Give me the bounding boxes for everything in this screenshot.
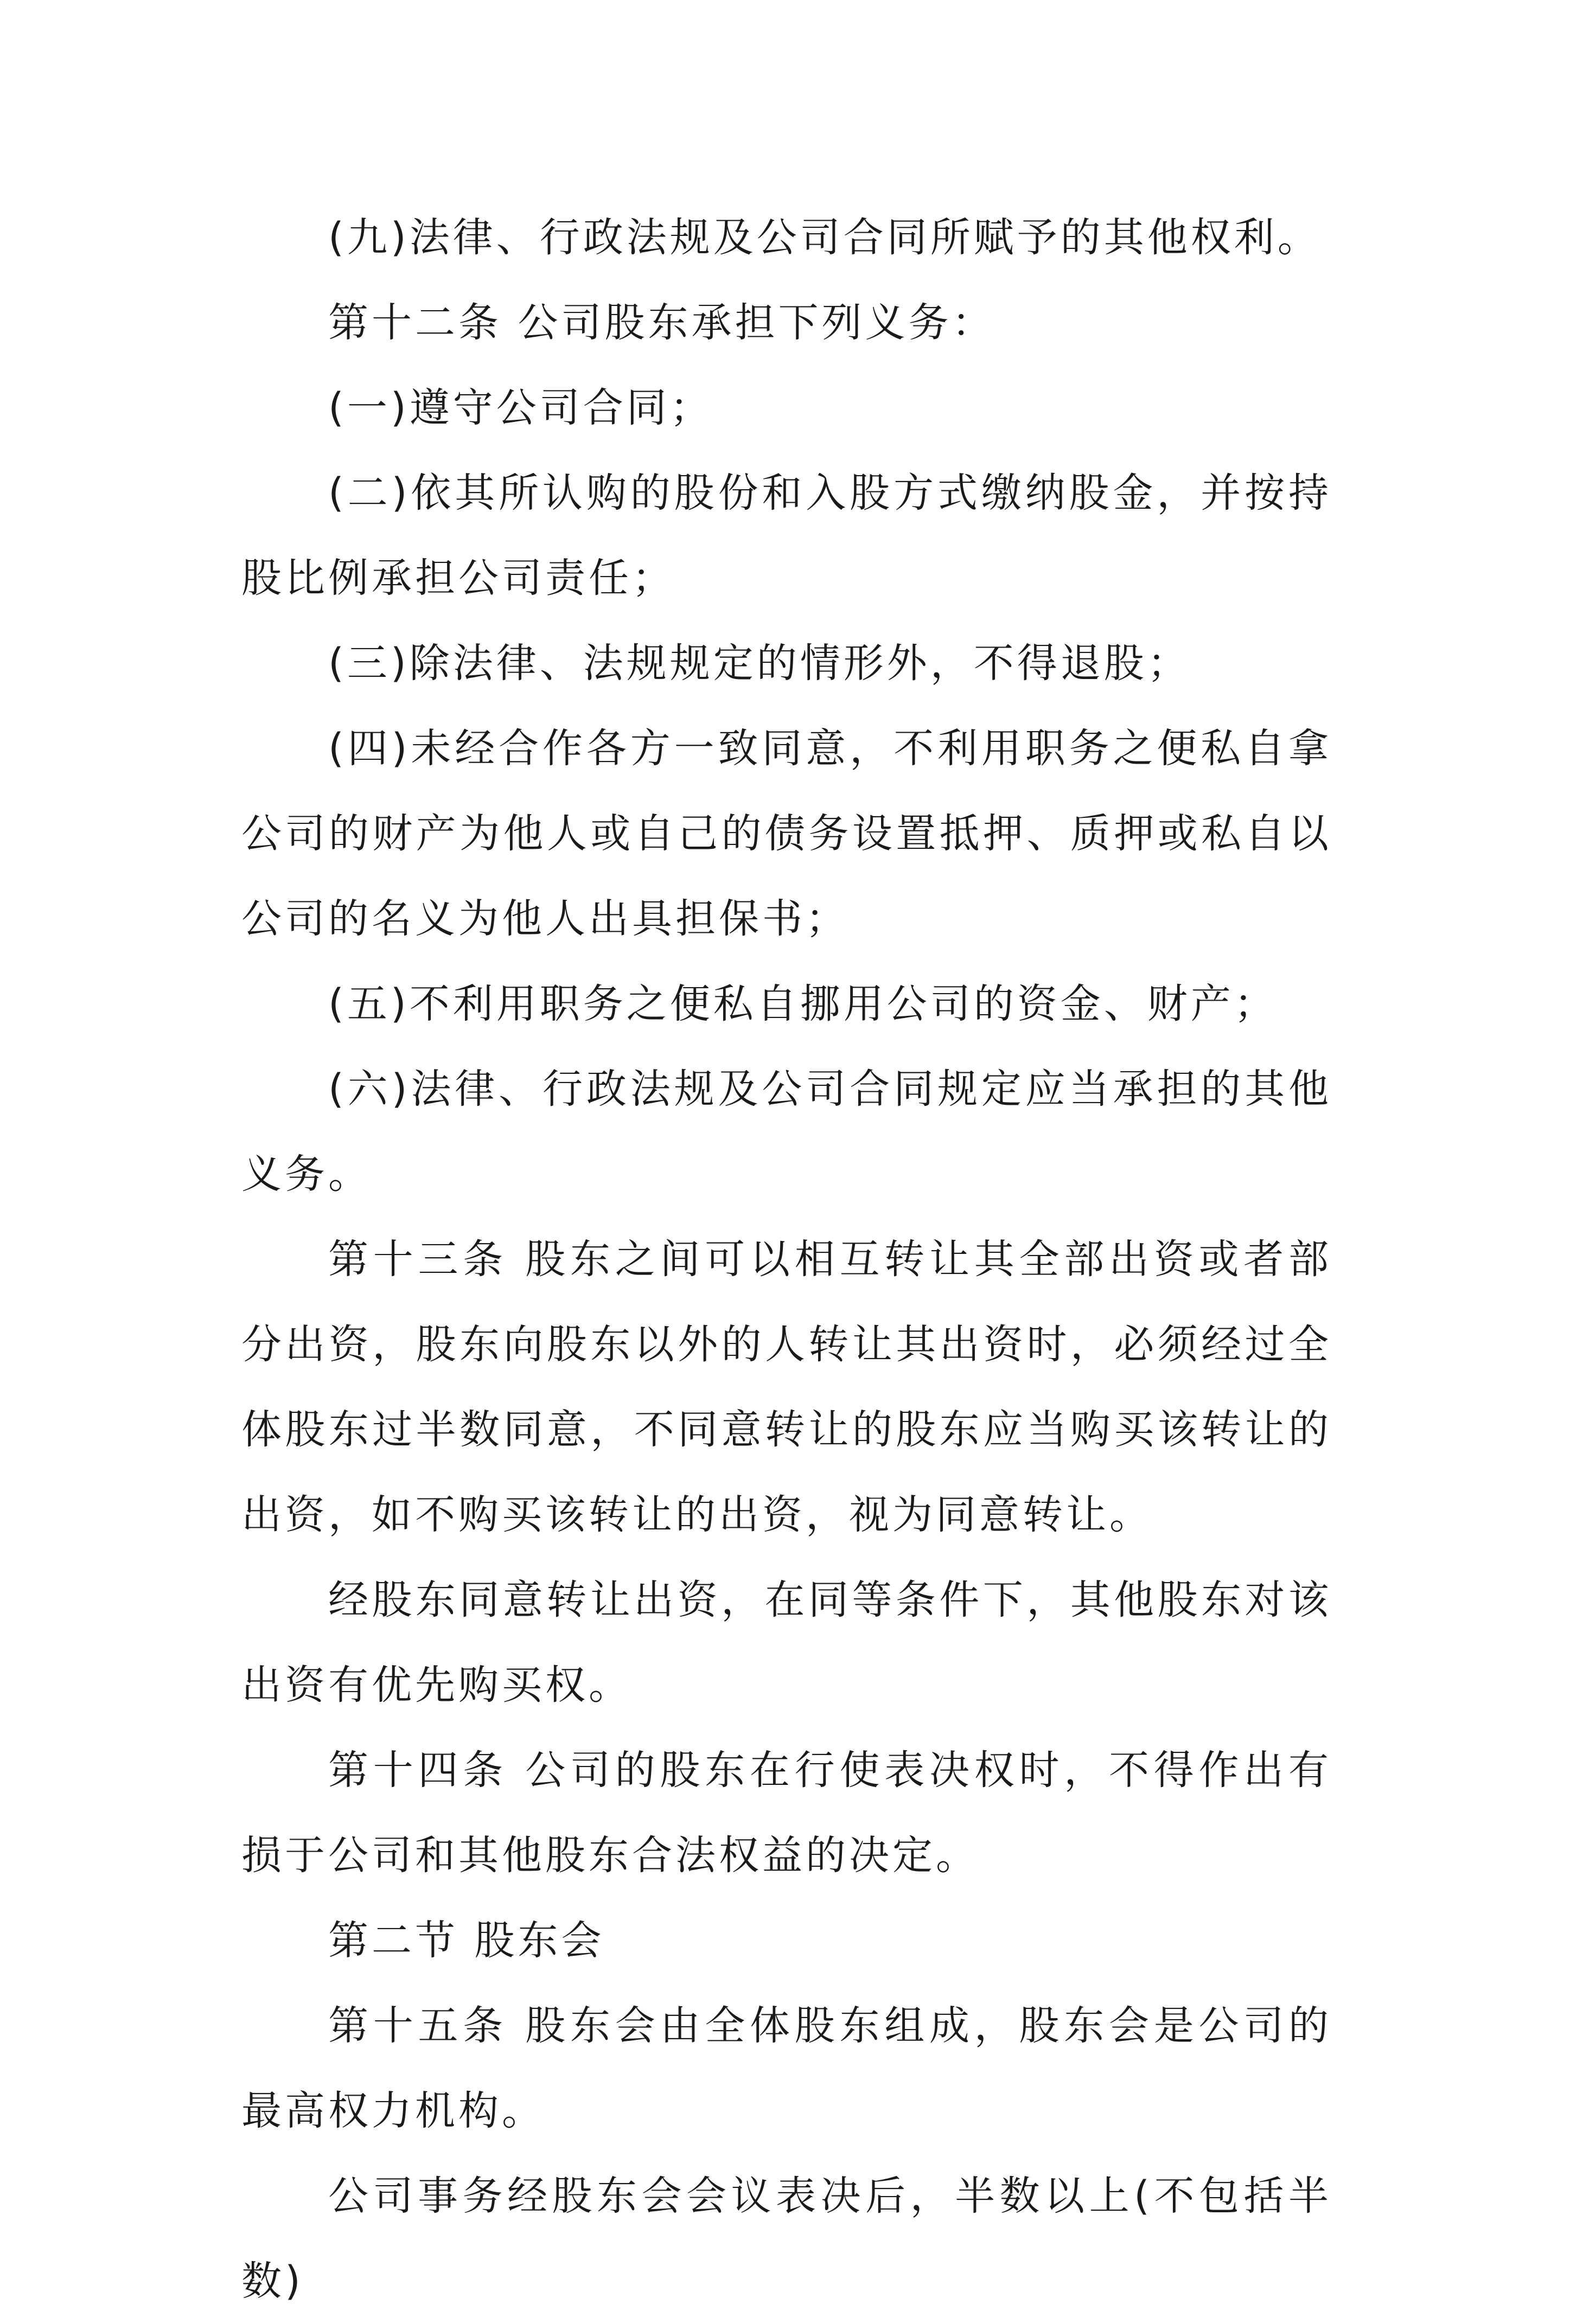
- paragraph-duty-3: (三)除法律、法规规定的情形外，不得退股；: [328, 640, 1191, 687]
- paragraph-article-13: 第十三条 股东之间可以相互转让其全部出资或者部分出资，股东向股东以外的人转让其出资时，必须经过全体股东过半数同意，不同意转让的股东应当购买该转让的出资，如不购买该转让的出资，视为同意转让。: [241, 1236, 1332, 1538]
- paragraph-voting: 公司事务经股东会会议表决后，半数以上(不包括半数): [241, 2173, 1332, 2304]
- paragraph-article-14: 第十四条 公司的股东在行使表决权时，不得作出有损于公司和其他股东合法权益的决定。: [241, 1747, 1332, 1879]
- paragraph-duty-5: (五)不利用职务之便私自挪用公司的资金、财产；: [328, 981, 1278, 1027]
- section-heading-shareholders-meeting: 第二节 股东会: [328, 1917, 605, 1964]
- paragraph-article-12: 第十二条 公司股东承担下列义务：: [328, 299, 995, 346]
- paragraph-duty-1: (一)遵守公司合同；: [328, 385, 713, 431]
- paragraph-rights-9: (九)法律、行政法规及公司合同所赋予的其他权利。: [328, 214, 1321, 261]
- paragraph-duty-2: (二)依其所认购的股份和入股方式缴纳股金，并按持股比例承担公司责任；: [241, 470, 1332, 601]
- paragraph-duty-6: (六)法律、行政法规及公司合同规定应当承担的其他义务。: [241, 1066, 1332, 1198]
- document-body: [241, 195, 1332, 2324]
- paragraph-duty-4: (四)未经合作各方一致同意，不利用职务之便私自拿公司的财产为他人或自己的债务设置抵押、质押或私自以公司的名义为他人出具担保书；: [241, 725, 1332, 942]
- paragraph-transfer-priority: 经股东同意转让出资，在同等条件下，其他股东对该出资有优先购买权。: [241, 1577, 1332, 1708]
- paragraph-article-15: 第十五条 股东会由全体股东组成，股东会是公司的最高权力机构。: [241, 2002, 1332, 2134]
